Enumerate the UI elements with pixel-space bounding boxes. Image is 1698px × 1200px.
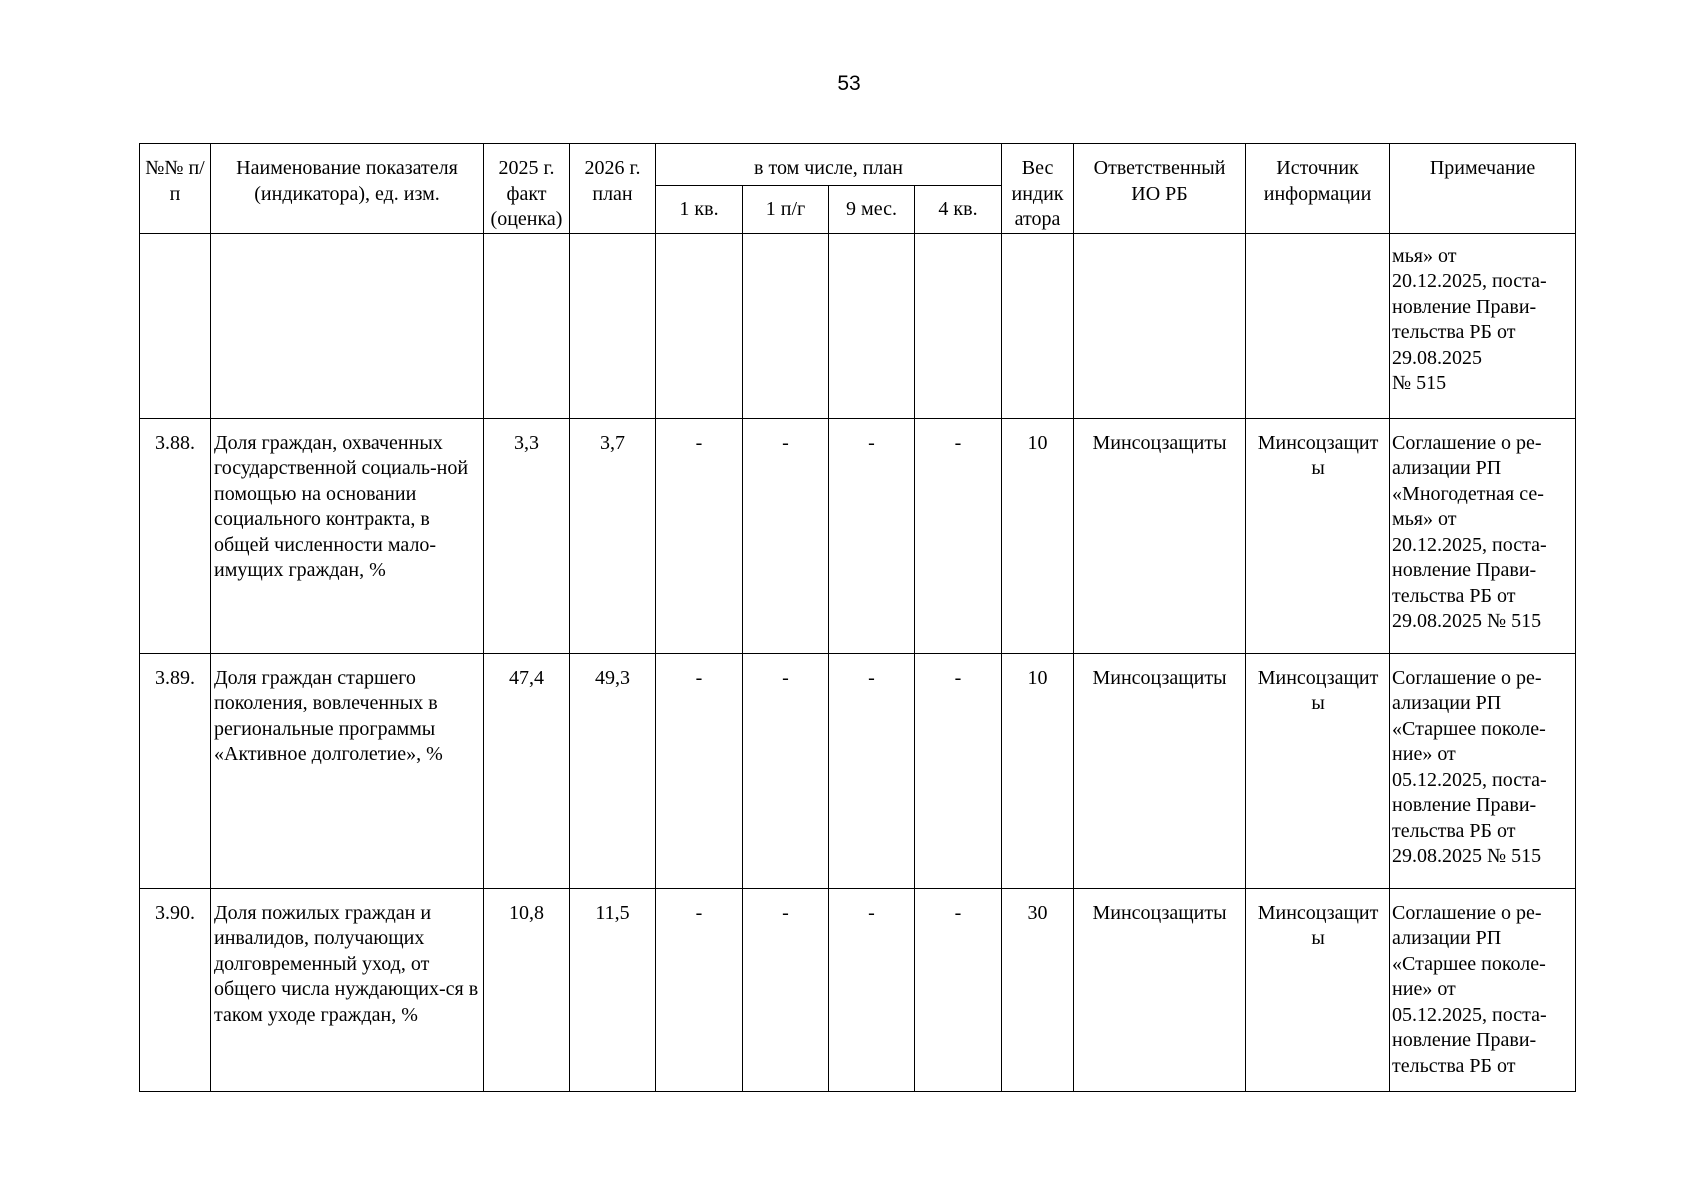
cell-responsible: Минсоцзащиты xyxy=(1074,888,1246,1091)
table-row xyxy=(140,653,1576,888)
header-9m: 9 мес. xyxy=(829,185,915,233)
cell-h1: - xyxy=(743,418,829,653)
header-h1: 1 п/г xyxy=(743,185,829,233)
cell-weight: 10 xyxy=(1002,653,1074,888)
cell-num: 3.88. xyxy=(140,418,211,653)
cell-2025 xyxy=(484,233,570,418)
cell-source: Минсоцзащит ы xyxy=(1246,653,1390,888)
header-name: Наименование показателя (индикатора), ед. изм. xyxy=(211,144,484,234)
cell-q1: - xyxy=(656,653,743,888)
cell-2026: 11,5 xyxy=(570,888,656,1091)
cell-num: 3.89. xyxy=(140,653,211,888)
cell-2026: 3,7 xyxy=(570,418,656,653)
table-row xyxy=(140,888,1576,1091)
cell-num xyxy=(140,233,211,418)
header-weight: Вес индик атора xyxy=(1002,144,1074,234)
cell-2026: 49,3 xyxy=(570,653,656,888)
cell-note: Соглашение о ре- ализации РП «Многодетная се- мья» от 20.12.2025, поста- новление Прави- тельства РБ от 29.08.2025 № 515 xyxy=(1390,418,1576,653)
header-num: №№ п/п xyxy=(140,144,211,234)
cell-9m: - xyxy=(829,653,915,888)
cell-q1: - xyxy=(656,888,743,1091)
cell-q1 xyxy=(656,233,743,418)
cell-name: Доля граждан, охваченных государственной социаль-ной помощью на основании социального контракта, в общей численности мало-имущих граждан, % xyxy=(211,418,484,653)
cell-9m: - xyxy=(829,418,915,653)
cell-2025: 47,4 xyxy=(484,653,570,888)
cell-q4: - xyxy=(915,888,1002,1091)
cell-note: Соглашение о ре- ализации РП «Старшее поколе- ние» от 05.12.2025, поста- новление Прави- тельства РБ от xyxy=(1390,888,1576,1091)
cell-source: Минсоцзащит ы xyxy=(1246,888,1390,1091)
cell-2025: 10,8 xyxy=(484,888,570,1091)
cell-name: Доля пожилых граждан и инвалидов, получающих долговременный уход, от общего числа нуждающих-ся в таком уходе граждан, % xyxy=(211,888,484,1091)
cell-9m: - xyxy=(829,888,915,1091)
indicators-table xyxy=(139,143,1576,1092)
cell-name xyxy=(211,233,484,418)
cell-weight: 10 xyxy=(1002,418,1074,653)
header-2026: 2026 г. план xyxy=(570,144,656,234)
cell-source: Минсоцзащит ы xyxy=(1246,418,1390,653)
cell-q4 xyxy=(915,233,1002,418)
cell-q4: - xyxy=(915,418,1002,653)
cell-responsible: Минсоцзащиты xyxy=(1074,418,1246,653)
header-row xyxy=(140,144,1576,186)
cell-9m xyxy=(829,233,915,418)
table-row xyxy=(140,233,1576,418)
cell-num: 3.90. xyxy=(140,888,211,1091)
header-source: Источник информации xyxy=(1246,144,1390,234)
cell-h1: - xyxy=(743,888,829,1091)
table-row xyxy=(140,418,1576,653)
cell-responsible xyxy=(1074,233,1246,418)
header-q1: 1 кв. xyxy=(656,185,743,233)
cell-h1: - xyxy=(743,653,829,888)
header-q4: 4 кв. xyxy=(915,185,1002,233)
cell-weight: 30 xyxy=(1002,888,1074,1091)
cell-note: мья» от 20.12.2025, поста- новление Прави- тельства РБ от 29.08.2025 № 515 xyxy=(1390,233,1576,418)
cell-note: Соглашение о ре- ализации РП «Старшее поколе- ние» от 05.12.2025, поста- новление Прави- тельства РБ от 29.08.2025 № 515 xyxy=(1390,653,1576,888)
cell-responsible: Минсоцзащиты xyxy=(1074,653,1246,888)
header-2025: 2025 г. факт (оценка) xyxy=(484,144,570,234)
header-responsible: Ответственный ИО РБ xyxy=(1074,144,1246,234)
header-note: Примечание xyxy=(1390,144,1576,234)
cell-source xyxy=(1246,233,1390,418)
cell-q1: - xyxy=(656,418,743,653)
cell-name: Доля граждан старшего поколения, вовлеченных в региональные программы «Активное долголетие», % xyxy=(211,653,484,888)
cell-h1 xyxy=(743,233,829,418)
header-including-plan: в том числе, план xyxy=(656,144,1002,186)
cell-weight xyxy=(1002,233,1074,418)
cell-2025: 3,3 xyxy=(484,418,570,653)
cell-q4: - xyxy=(915,653,1002,888)
cell-2026 xyxy=(570,233,656,418)
page-number: 53 xyxy=(837,72,861,95)
